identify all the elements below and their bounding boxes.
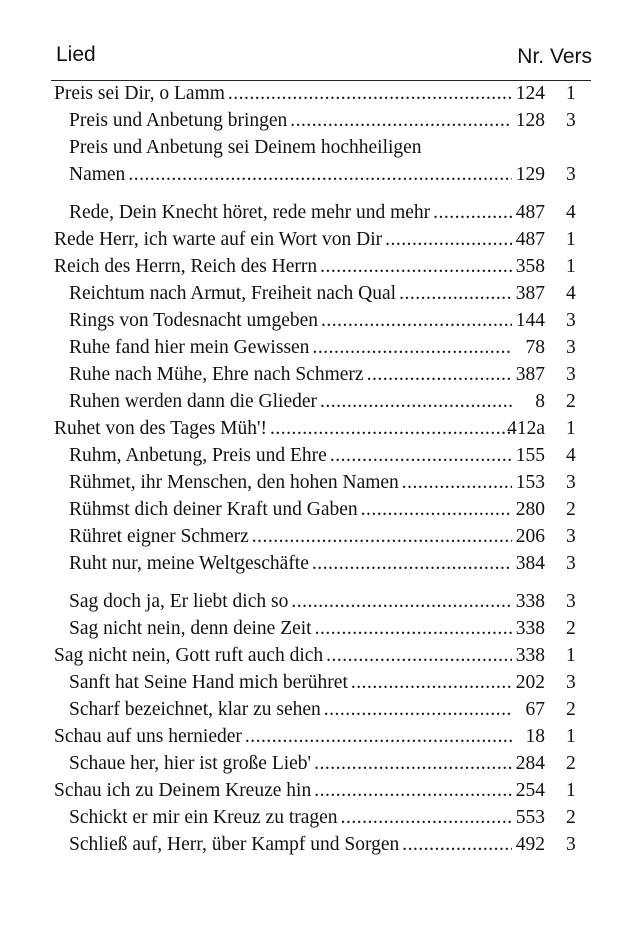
nr-vers-column-label: Nr. Vers bbox=[517, 45, 592, 68]
entry-verse: 3 bbox=[566, 337, 576, 358]
entry-title: Rede Herr, ich warte auf ein Wort von Dir bbox=[54, 229, 383, 250]
index-entry bbox=[0, 388, 640, 415]
dot-leader bbox=[361, 496, 512, 523]
entry-number: 280 bbox=[515, 499, 545, 520]
entry-title: Ruhen werden dann die Glieder bbox=[69, 391, 317, 412]
index-entry bbox=[0, 307, 640, 334]
entry-number: 144 bbox=[515, 310, 545, 331]
entry-verse: 1 bbox=[566, 83, 576, 104]
entry-title-wrap bbox=[54, 253, 512, 280]
entry-verse: 2 bbox=[566, 807, 576, 828]
dot-leader bbox=[433, 199, 512, 226]
entry-title-wrap bbox=[54, 723, 512, 750]
entry-number: 254 bbox=[515, 780, 545, 801]
entry-verse: 2 bbox=[566, 753, 576, 774]
entry-title: Ruhe nach Mühe, Ehre nach Schmerz bbox=[69, 364, 364, 385]
index-entry bbox=[0, 442, 640, 469]
entry-title: Preis sei Dir, o Lamm bbox=[54, 83, 225, 104]
entry-verse: 3 bbox=[566, 310, 576, 331]
dot-leader bbox=[320, 253, 512, 280]
entry-title: Namen bbox=[69, 164, 126, 185]
entry-number: 492 bbox=[515, 834, 545, 855]
entry-title: Schließ auf, Herr, über Kampf und Sorgen bbox=[69, 834, 400, 855]
entry-title: Rühmst dich deiner Kraft und Gaben bbox=[69, 499, 358, 520]
entry-title-wrap bbox=[69, 831, 512, 858]
entry-verse: 1 bbox=[566, 418, 576, 439]
entry-title-line1: Preis und Anbetung sei Deinem hochheiligen bbox=[69, 137, 422, 158]
entry-number: 387 bbox=[515, 364, 545, 385]
entry-number: 284 bbox=[515, 753, 545, 774]
entry-title-wrap bbox=[69, 280, 512, 307]
dot-leader bbox=[341, 804, 512, 831]
entry-number: 202 bbox=[515, 672, 545, 693]
dot-leader bbox=[315, 615, 512, 642]
entry-title-wrap bbox=[69, 804, 512, 831]
entry-title-wrap bbox=[54, 80, 512, 107]
entry-title: Sanft hat Seine Hand mich berühret bbox=[69, 672, 348, 693]
entry-title: Sag doch ja, Er liebt dich so bbox=[69, 591, 289, 612]
index-entry bbox=[0, 750, 640, 777]
entry-number: 153 bbox=[515, 472, 545, 493]
entry-verse: 3 bbox=[566, 164, 576, 185]
entry-number: 387 bbox=[515, 283, 545, 304]
dot-leader bbox=[385, 226, 512, 253]
entry-number: 129 bbox=[515, 164, 545, 185]
index-entry bbox=[0, 161, 640, 188]
entry-title: Reichtum nach Armut, Freiheit nach Qual bbox=[69, 283, 397, 304]
entry-number: 384 bbox=[515, 553, 545, 574]
index-entry bbox=[0, 696, 640, 723]
entry-title-wrap bbox=[54, 777, 512, 804]
entry-title-wrap bbox=[54, 226, 512, 253]
entry-number: 124 bbox=[515, 83, 545, 104]
entry-verse: 2 bbox=[566, 499, 576, 520]
entry-number: 412a bbox=[507, 418, 545, 439]
entry-number: 358 bbox=[515, 256, 545, 277]
entry-title-wrap bbox=[69, 361, 512, 388]
index-entry bbox=[0, 496, 640, 523]
entry-title-wrap bbox=[69, 469, 512, 496]
dot-leader bbox=[252, 523, 512, 550]
entry-verse: 1 bbox=[566, 726, 576, 747]
entry-title: Schickt er mir ein Kreuz zu tragen bbox=[69, 807, 338, 828]
entry-verse: 3 bbox=[566, 526, 576, 547]
dot-leader bbox=[312, 550, 512, 577]
entry-number: 338 bbox=[515, 591, 545, 612]
entry-verse: 3 bbox=[566, 472, 576, 493]
dot-leader bbox=[402, 831, 512, 858]
entry-verse: 3 bbox=[566, 110, 576, 131]
dot-leader bbox=[314, 777, 512, 804]
entry-title: Rede, Dein Knecht höret, rede mehr und mehr bbox=[69, 202, 431, 223]
entry-title-wrap bbox=[69, 615, 512, 642]
index-entry bbox=[0, 523, 640, 550]
entry-title: Schaue her, hier ist große Lieb' bbox=[69, 753, 312, 774]
index-entry bbox=[0, 188, 640, 226]
dot-leader bbox=[326, 642, 512, 669]
entry-number: 78 bbox=[525, 337, 545, 358]
dot-leader bbox=[321, 307, 512, 334]
entry-title-wrap bbox=[69, 107, 512, 134]
entry-number: 338 bbox=[515, 645, 545, 666]
entry-title: Schau ich zu Deinem Kreuze hin bbox=[54, 780, 312, 801]
entry-verse: 3 bbox=[566, 672, 576, 693]
entry-verse: 3 bbox=[566, 834, 576, 855]
index-entry bbox=[0, 831, 640, 858]
entry-number: 487 bbox=[515, 229, 545, 250]
entry-verse: 1 bbox=[566, 256, 576, 277]
entry-title-wrap bbox=[69, 696, 512, 723]
entry-title-wrap bbox=[54, 415, 512, 442]
entry-verse: 3 bbox=[566, 591, 576, 612]
dot-leader bbox=[399, 280, 512, 307]
column-header bbox=[0, 43, 640, 77]
index-entry bbox=[0, 550, 640, 577]
entry-title-wrap bbox=[69, 442, 512, 469]
entry-title-wrap bbox=[69, 588, 512, 615]
index-entry bbox=[0, 577, 640, 615]
entry-title: Ruhe fand hier mein Gewissen bbox=[69, 337, 310, 358]
entry-number: 553 bbox=[515, 807, 545, 828]
index-entry bbox=[0, 415, 640, 442]
dot-leader bbox=[245, 723, 512, 750]
entry-title-wrap bbox=[69, 388, 512, 415]
entry-verse: 3 bbox=[566, 553, 576, 574]
entry-verse: 1 bbox=[566, 780, 576, 801]
hymn-index-list bbox=[0, 80, 640, 858]
entry-title-wrap bbox=[54, 642, 512, 669]
entry-verse: 2 bbox=[566, 699, 576, 720]
entry-title-wrap bbox=[69, 134, 512, 161]
entry-number: 155 bbox=[515, 445, 545, 466]
entry-verse: 2 bbox=[566, 618, 576, 639]
dot-leader bbox=[228, 80, 512, 107]
dot-leader bbox=[324, 696, 512, 723]
entry-verse: 2 bbox=[566, 391, 576, 412]
dot-leader bbox=[290, 107, 512, 134]
entry-title: Ruht nur, meine Weltgeschäfte bbox=[69, 553, 309, 574]
index-entry bbox=[0, 107, 640, 134]
index-entry bbox=[0, 615, 640, 642]
entry-verse: 3 bbox=[566, 364, 576, 385]
entry-title: Rings von Todesnacht umgeben bbox=[69, 310, 319, 331]
entry-number: 128 bbox=[515, 110, 545, 131]
entry-verse: 4 bbox=[566, 202, 576, 223]
dot-leader bbox=[330, 442, 512, 469]
entry-title: Rühret eigner Schmerz bbox=[69, 526, 249, 547]
dot-leader bbox=[402, 469, 512, 496]
entry-title: Preis und Anbetung bringen bbox=[69, 110, 288, 131]
dot-leader bbox=[270, 415, 512, 442]
entry-title-wrap bbox=[69, 669, 512, 696]
index-entry bbox=[0, 361, 640, 388]
index-entry bbox=[0, 804, 640, 831]
entry-number: 18 bbox=[525, 726, 545, 747]
index-entry bbox=[0, 334, 640, 361]
entry-number: 67 bbox=[525, 699, 545, 720]
index-entry bbox=[0, 253, 640, 280]
entry-number: 8 bbox=[535, 391, 545, 412]
entry-verse: 4 bbox=[566, 445, 576, 466]
dot-leader bbox=[367, 361, 512, 388]
entry-title-wrap bbox=[69, 523, 512, 550]
entry-title: Sag nicht nein, Gott ruft auch dich bbox=[54, 645, 324, 666]
entry-title: Schau auf uns hernieder bbox=[54, 726, 242, 747]
entry-verse: 1 bbox=[566, 229, 576, 250]
entry-title: Scharf bezeichnet, klar zu sehen bbox=[69, 699, 321, 720]
index-entry bbox=[0, 80, 640, 107]
entry-title-wrap bbox=[69, 307, 512, 334]
lied-column-label: Lied bbox=[56, 43, 96, 66]
index-entry bbox=[0, 469, 640, 496]
entry-title-wrap bbox=[69, 334, 512, 361]
index-entry bbox=[0, 642, 640, 669]
dot-leader bbox=[314, 750, 512, 777]
entry-title: Ruhet von des Tages Müh'! bbox=[54, 418, 268, 439]
entry-number: 338 bbox=[515, 618, 545, 639]
entry-title-wrap bbox=[69, 161, 512, 188]
dot-leader bbox=[320, 388, 512, 415]
entry-number: 487 bbox=[515, 202, 545, 223]
entry-title-wrap bbox=[69, 199, 512, 226]
index-entry bbox=[0, 669, 640, 696]
dot-leader bbox=[291, 588, 512, 615]
dot-leader bbox=[312, 334, 512, 361]
index-entry bbox=[0, 723, 640, 750]
index-entry bbox=[0, 226, 640, 253]
index-entry-title-line bbox=[0, 134, 640, 161]
entry-title-wrap bbox=[69, 496, 512, 523]
entry-title-wrap bbox=[69, 550, 512, 577]
entry-title: Sag nicht nein, denn deine Zeit bbox=[69, 618, 312, 639]
dot-leader bbox=[128, 161, 512, 188]
dot-leader bbox=[351, 669, 512, 696]
entry-number: 206 bbox=[515, 526, 545, 547]
entry-title: Ruhm, Anbetung, Preis und Ehre bbox=[69, 445, 327, 466]
entry-verse: 4 bbox=[566, 283, 576, 304]
entry-title: Rühmet, ihr Menschen, den hohen Namen bbox=[69, 472, 399, 493]
entry-title: Reich des Herrn, Reich des Herrn bbox=[54, 256, 318, 277]
entry-title-wrap bbox=[69, 750, 512, 777]
entry-verse: 1 bbox=[566, 645, 576, 666]
index-entry bbox=[0, 777, 640, 804]
index-entry bbox=[0, 280, 640, 307]
